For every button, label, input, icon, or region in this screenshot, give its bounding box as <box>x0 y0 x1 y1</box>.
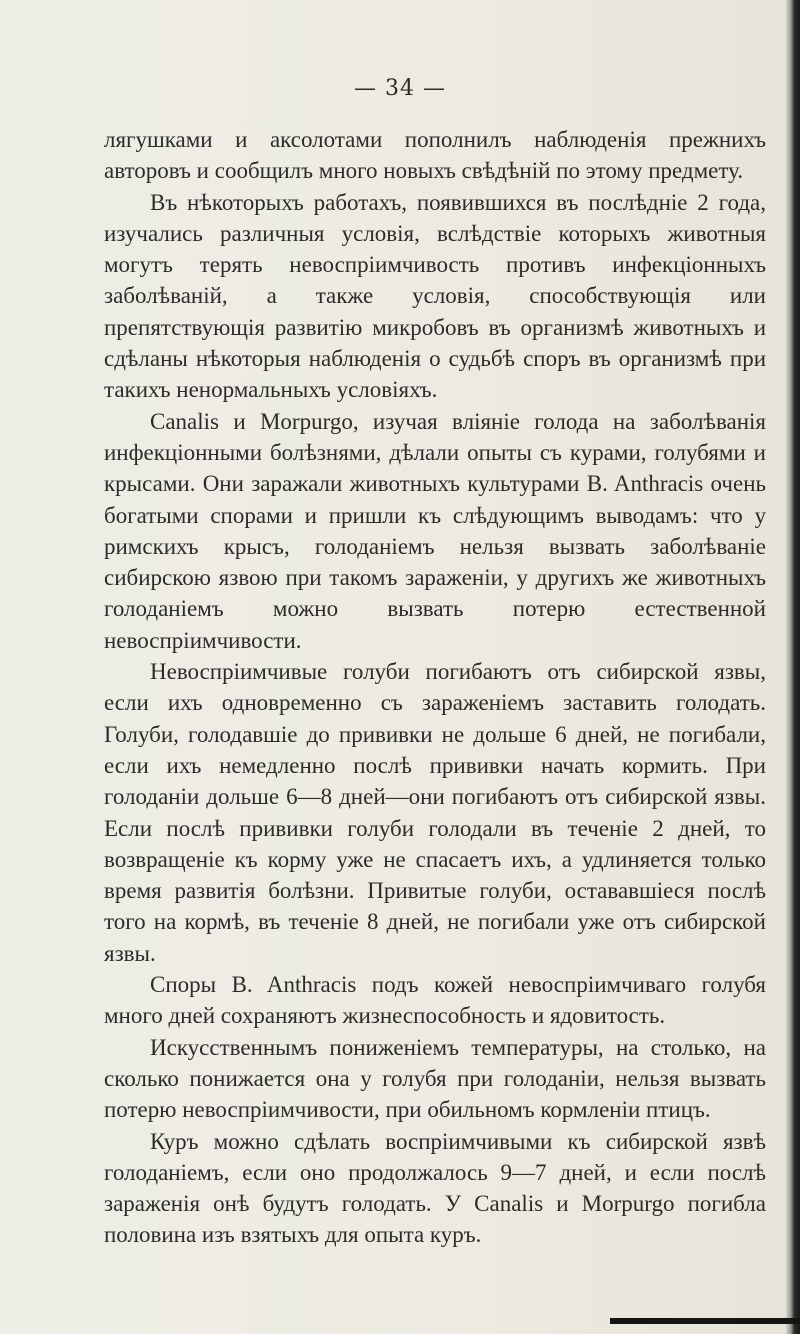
paragraph: Невоспріимчивые голуби погибаютъ отъ сибирской язвы, если ихъ одновременно съ зараженіемъ заставить голодать. Голуби, голодавшіе до прививки не дольше 6 дней, не погибали, если ихъ немедленно послѣ прививки начать кормить. При голоданіи дольше 6—8 дней—они погибаютъ отъ сибирской язвы. Если послѣ прививки голуби голодали въ теченіе 2 дней, то возвращеніе къ корму уже не спасаетъ ихъ, а удлиняется только время развитія болѣзни. Привитые голуби, остававшіеся послѣ того на кормѣ, въ теченіе 8 дней, не погибали уже отъ сибирской язвы. <box>104 659 766 966</box>
paragraph: лягушками и аксолотами пополнилъ наблюденія прежнихъ авторовъ и сообщилъ много новыхъ свѣдѣній по этому предмету. <box>104 127 766 184</box>
bottom-rule <box>610 1318 800 1324</box>
body-text <box>104 124 766 1251</box>
paragraph: Куръ можно сдѣлать воспріимчивыми къ сибирской язвѣ голоданіемъ, если оно продолжалось 9—7 дней, и если послѣ зараженія онѣ будутъ голодать. У Canalis и Morpurgo погибла половина изъ взятыхъ для опыта куръ. <box>104 1128 766 1248</box>
paragraph: Споры B. Anthracis подъ кожей невоспріимчиваго голубя много дней сохраняютъ жизнеспособность и ядовитость. <box>104 972 766 1029</box>
page-edge-shadow <box>786 0 800 1334</box>
page-number: — 34 — <box>354 76 446 101</box>
paragraph: Canalis и Morpurgo, изучая вліяніе голода на заболѣванія инфекціонными болѣзнями, дѣлали опыты съ курами, голубями и крысами. Они заражали животныхъ культурами B. Anthracis очень богатыми спорами и пришли къ слѣдующимъ выводамъ: что у римскихъ крысъ, голоданіемъ нельзя вызвать заболѣваніе сибирскою язвою при такомъ зараженіи, у другихъ же животныхъ голоданіемъ можно вызвать потерю естественной невоспріимчивости. <box>104 408 766 653</box>
paragraph: Искусственнымъ пониженіемъ температуры, на столько, на сколько понижается она у голубя при голоданіи, нельзя вызвать потерю невоспріимчивости, при обильномъ кормленіи птицъ. <box>104 1034 766 1123</box>
paragraph: Въ нѣкоторыхъ работахъ, появившихся въ послѣдніе 2 года, изучались различныя условія, вслѣдствіе которыхъ животныя могутъ терять невоспріимчивость противъ инфекціонныхъ заболѣваній, а также условія, способствующія или препятствующія развитію микробовъ въ организмѣ животныхъ и сдѣланы нѣкоторыя наблюденія о судьбѣ споръ въ организмѣ при такихъ ненормальныхъ условіяхъ. <box>104 189 766 403</box>
